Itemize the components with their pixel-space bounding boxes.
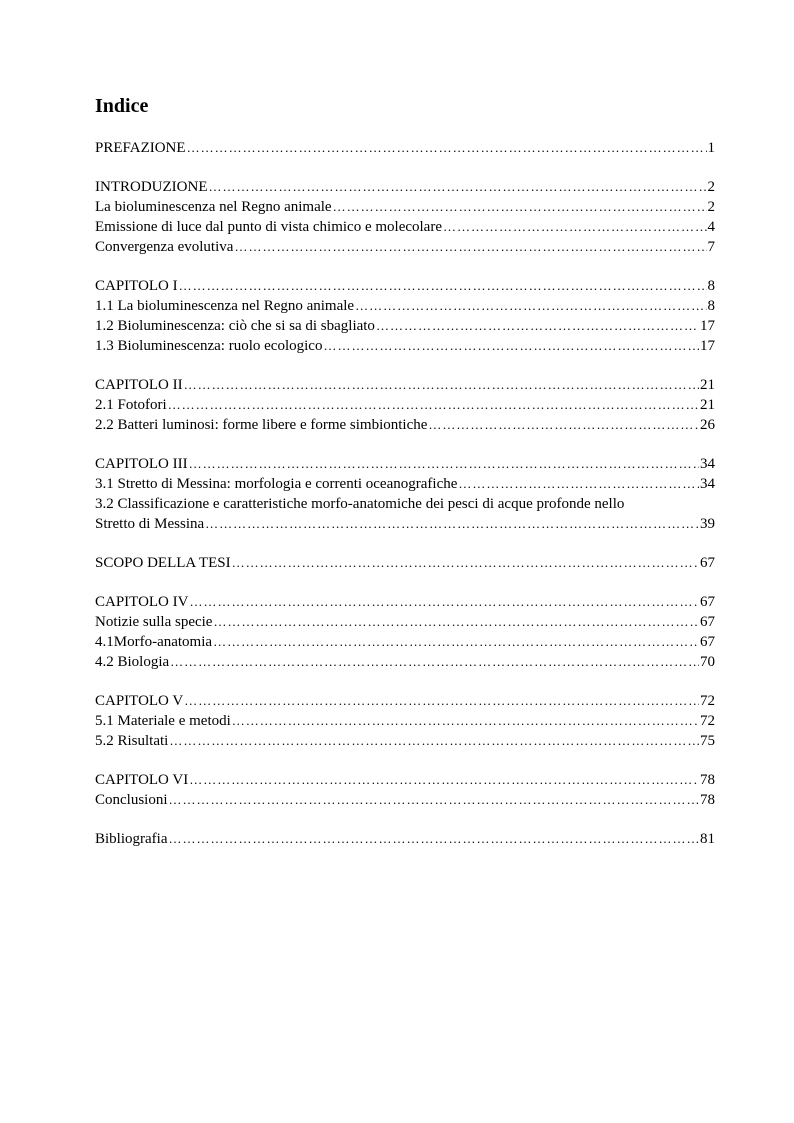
toc-page-number: 78 [700, 792, 715, 808]
toc-entry [95, 829, 715, 849]
toc-spacer [95, 356, 715, 375]
toc-entry-label: 2.2 Batteri luminosi: forme libere e forme simbiontiche [95, 417, 428, 433]
toc-leader-dots [170, 652, 699, 672]
toc-entry-label: 4.2 Biologia [95, 654, 170, 670]
table-of-contents [95, 138, 715, 849]
toc-leader-dots [376, 316, 699, 336]
toc-page-number: 78 [700, 772, 715, 788]
toc-entry [95, 691, 715, 711]
toc-entry [95, 474, 715, 494]
toc-entry [95, 770, 715, 790]
toc-page-number: 67 [700, 634, 715, 650]
toc-page-number: 1 [707, 140, 715, 156]
toc-entry [95, 138, 715, 158]
toc-leader-dots [169, 731, 699, 751]
toc-entry-continuation [95, 514, 715, 534]
toc-page-number: 34 [700, 456, 715, 472]
toc-entry-label: CAPITOLO II [95, 377, 183, 393]
toc-entry [95, 177, 715, 197]
toc-entry-label: 1.1 La bioluminescenza nel Regno animale [95, 298, 355, 314]
toc-entry [95, 612, 715, 632]
toc-entry-label: La bioluminescenza nel Regno animale [95, 199, 332, 215]
toc-entry-label: INTRODUZIONE [95, 179, 208, 195]
toc-spacer [95, 534, 715, 553]
toc-entry-label: CAPITOLO III [95, 456, 188, 472]
toc-entry-label: Bibliografia [95, 831, 168, 847]
toc-entry [95, 731, 715, 751]
toc-spacer [95, 810, 715, 829]
toc-entry-label: Emissione di luce dal punto di vista chimico e molecolare [95, 219, 442, 235]
toc-page-number: 72 [700, 713, 715, 729]
toc-entry-label: Conclusioni [95, 792, 168, 808]
toc-entry [95, 592, 715, 612]
toc-page-number: 7 [707, 239, 715, 255]
toc-page-number: 67 [700, 614, 715, 630]
toc-page-number: 17 [700, 338, 715, 354]
toc-entry-label: Notizie sulla specie [95, 614, 213, 630]
toc-leader-dots [213, 632, 699, 652]
toc-page-number: 75 [700, 733, 715, 749]
toc-page-number: 17 [700, 318, 715, 334]
toc-entry [95, 316, 715, 336]
toc-entry [95, 197, 715, 217]
toc-leader-dots [428, 415, 699, 435]
toc-page-number: 81 [700, 831, 715, 847]
toc-leader-dots [168, 395, 699, 415]
toc-leader-dots [443, 217, 707, 237]
toc-entry [95, 415, 715, 435]
toc-page-number: 21 [700, 377, 715, 393]
toc-spacer [95, 435, 715, 454]
toc-page-number: 39 [700, 516, 715, 532]
toc-spacer [95, 672, 715, 691]
toc-entry [95, 711, 715, 731]
toc-leader-dots [179, 276, 707, 296]
toc-entry-label: 3.1 Stretto di Messina: morfologia e correnti oceanografiche [95, 476, 458, 492]
toc-page-number: 34 [700, 476, 715, 492]
toc-leader-dots [232, 711, 699, 731]
toc-leader-dots [323, 336, 699, 356]
page-title: Indice [95, 95, 149, 117]
toc-page-number: 21 [700, 397, 715, 413]
toc-entry-label: 1.3 Bioluminescenza: ruolo ecologico [95, 338, 323, 354]
toc-entry-label-line2: Stretto di Messina [95, 516, 205, 532]
toc-leader-dots [189, 592, 699, 612]
toc-spacer [95, 257, 715, 276]
toc-leader-dots [232, 553, 699, 573]
toc-leader-dots [184, 691, 699, 711]
toc-spacer [95, 573, 715, 592]
toc-page-number: 8 [707, 298, 715, 314]
toc-page-number: 67 [700, 555, 715, 571]
toc-entry-label: 2.1 Fotofori [95, 397, 167, 413]
toc-entry [95, 296, 715, 316]
toc-entry-label: 1.2 Bioluminescenza: ciò che si sa di sbagliato [95, 318, 375, 334]
toc-leader-dots [458, 474, 699, 494]
toc-entry-label: CAPITOLO V [95, 693, 184, 709]
toc-leader-dots [355, 296, 706, 316]
toc-leader-dots [187, 138, 707, 158]
toc-page-number: 70 [700, 654, 715, 670]
toc-leader-dots [169, 790, 699, 810]
toc-leader-dots [208, 177, 706, 197]
toc-leader-dots [234, 237, 706, 257]
toc-entry [95, 632, 715, 652]
toc-entry [95, 553, 715, 573]
toc-page-number: 4 [707, 219, 715, 235]
toc-entry-label: 3.2 Classificazione e caratteristiche morfo-anatomiche dei pesci di acque profonde nello [95, 496, 625, 512]
toc-page-number: 72 [700, 693, 715, 709]
toc-leader-dots [184, 375, 699, 395]
toc-entry [95, 276, 715, 296]
toc-entry-label: 5.2 Risultati [95, 733, 169, 749]
toc-entry-label: 4.1Morfo-anatomia [95, 634, 213, 650]
toc-entry-label: CAPITOLO VI [95, 772, 189, 788]
toc-entry [95, 375, 715, 395]
toc-entry-label: Convergenza evolutiva [95, 239, 234, 255]
toc-entry-label: 5.1 Materiale e metodi [95, 713, 231, 729]
toc-leader-dots [205, 514, 699, 534]
toc-entry [95, 652, 715, 672]
toc-entry [95, 237, 715, 257]
toc-entry-label: PREFAZIONE [95, 140, 186, 156]
toc-leader-dots [189, 770, 699, 790]
toc-entry [95, 494, 715, 534]
toc-spacer [95, 751, 715, 770]
toc-entry-label: CAPITOLO IV [95, 594, 189, 610]
toc-entry [95, 217, 715, 237]
toc-leader-dots [168, 829, 699, 849]
toc-page-number: 2 [707, 199, 715, 215]
toc-entry [95, 790, 715, 810]
toc-page-number: 26 [700, 417, 715, 433]
toc-spacer [95, 158, 715, 177]
toc-leader-dots [189, 454, 699, 474]
toc-page-number: 67 [700, 594, 715, 610]
toc-page-number: 2 [707, 179, 715, 195]
toc-leader-dots [213, 612, 699, 632]
toc-entry-label: CAPITOLO I [95, 278, 178, 294]
toc-entry [95, 395, 715, 415]
toc-entry [95, 336, 715, 356]
toc-page-number: 8 [707, 278, 715, 294]
toc-leader-dots [333, 197, 707, 217]
toc-entry-label: SCOPO DELLA TESI [95, 555, 231, 571]
toc-entry [95, 454, 715, 474]
